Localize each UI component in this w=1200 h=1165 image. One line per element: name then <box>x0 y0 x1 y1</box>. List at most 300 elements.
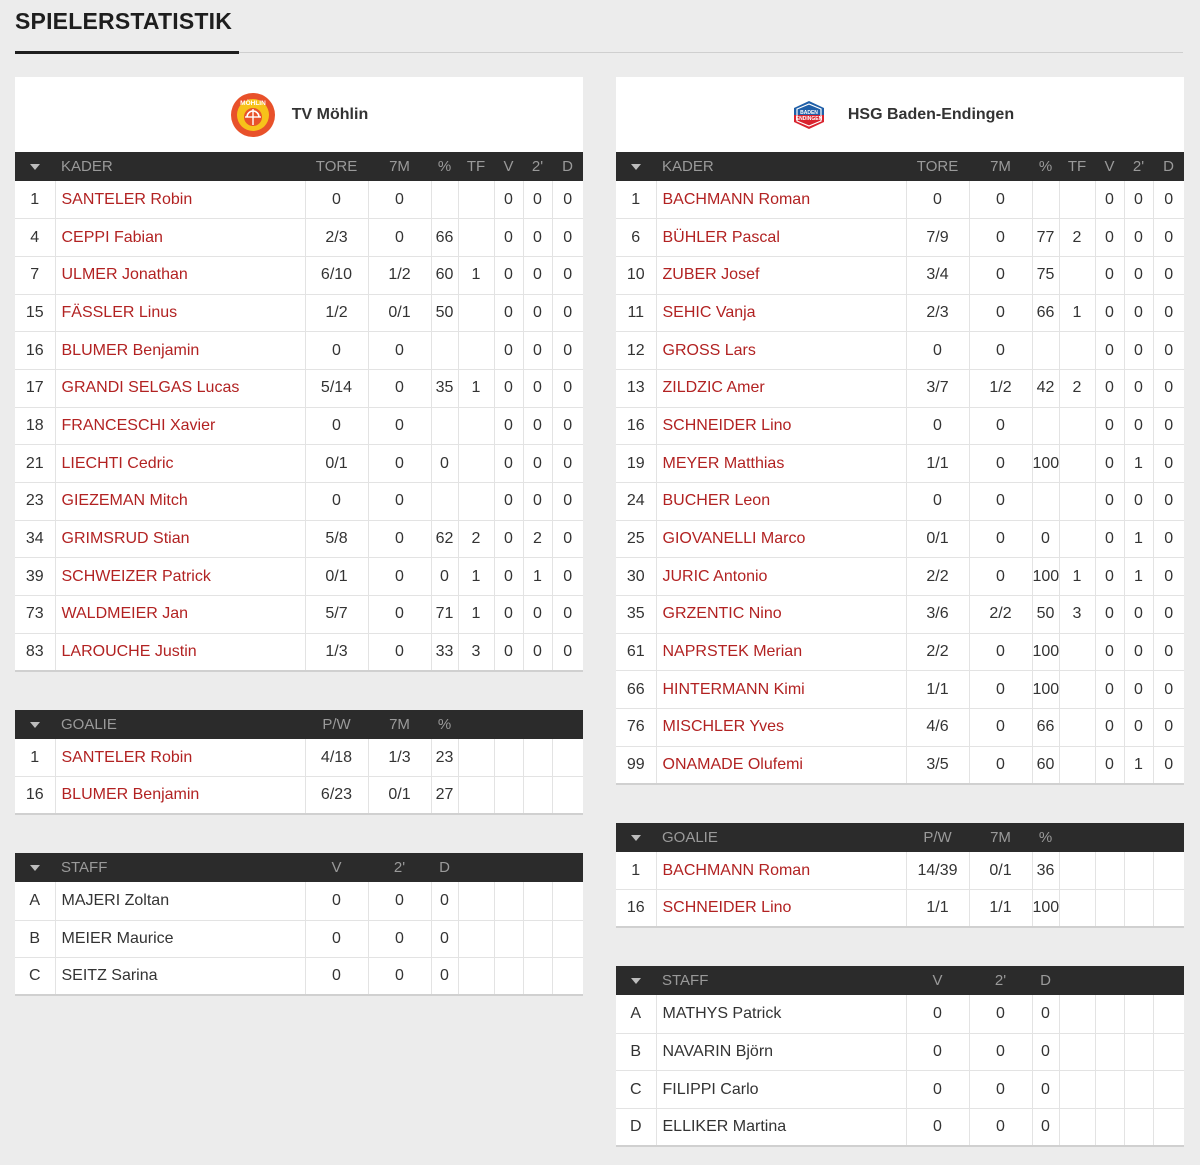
stat-cell: 5/8 <box>305 520 368 558</box>
stat-cell: 0 <box>1153 445 1184 483</box>
player-name-link[interactable]: LIECHTI Cedric <box>55 445 305 483</box>
column-header: 2' <box>994 972 1007 990</box>
staff-role: B <box>616 1033 656 1071</box>
stat-cell: 0 <box>1153 483 1184 521</box>
stat-cell: 4/18 <box>305 739 368 777</box>
stat-cell: 0 <box>552 219 583 257</box>
kader-row <box>616 633 1184 671</box>
collapse-toggle[interactable] <box>616 152 656 181</box>
kader-row <box>15 558 583 596</box>
stat-cell: 0 <box>1095 256 1124 294</box>
stat-cell: 0 <box>523 369 552 407</box>
kader-row <box>616 445 1184 483</box>
stat-cell: 0 <box>969 520 1032 558</box>
player-name-link[interactable]: CEPPI Fabian <box>55 219 305 257</box>
stat-cell: 2/2 <box>906 558 969 596</box>
staff-name: MEIER Maurice <box>55 920 305 958</box>
jersey-number: 12 <box>616 332 656 370</box>
stat-cell: 1 <box>1059 294 1095 332</box>
stat-cell: 0 <box>1153 671 1184 709</box>
player-name-link[interactable]: WALDMEIER Jan <box>55 596 305 634</box>
player-name-link[interactable]: SEHIC Vanja <box>656 294 906 332</box>
stat-cell <box>1124 995 1153 1033</box>
stat-cell <box>1059 671 1095 709</box>
stat-cell: 0 <box>1153 219 1184 257</box>
column-header-empty <box>552 710 583 739</box>
kader-table <box>616 152 1184 785</box>
kader-row <box>616 483 1184 521</box>
stat-cell: 0 <box>494 332 523 370</box>
jersey-number: 23 <box>15 483 55 521</box>
stat-cell: 0 <box>552 596 583 634</box>
stat-cell <box>1153 1071 1184 1109</box>
player-name-link[interactable]: ONAMADE Olufemi <box>656 746 906 784</box>
stat-cell <box>494 920 523 958</box>
collapse-toggle[interactable] <box>616 823 656 852</box>
stat-cell: 0 <box>368 558 431 596</box>
stat-cell: 0 <box>969 256 1032 294</box>
column-header: D <box>562 158 573 175</box>
staff-row <box>15 958 583 996</box>
stat-cell: 0 <box>523 407 552 445</box>
jersey-number: 13 <box>616 369 656 407</box>
stat-cell <box>1059 709 1095 747</box>
player-name-link[interactable]: SANTELER Robin <box>55 181 305 219</box>
column-header-empty <box>552 853 583 882</box>
stat-cell <box>458 407 494 445</box>
kader-row <box>616 746 1184 784</box>
stat-cell: 0 <box>1095 596 1124 634</box>
stat-cell: 66 <box>1032 294 1059 332</box>
jersey-number: 21 <box>15 445 55 483</box>
column-header: V <box>331 859 342 877</box>
stat-cell: 0 <box>1124 407 1153 445</box>
column-header: % <box>437 715 452 733</box>
stat-cell: 0 <box>1095 445 1124 483</box>
column-header: % <box>1038 829 1053 846</box>
stat-cell: 71 <box>431 596 458 634</box>
stat-cell: 1/1 <box>906 445 969 483</box>
player-name-link[interactable]: SCHWEIZER Patrick <box>55 558 305 596</box>
jersey-number: 16 <box>616 890 656 928</box>
stat-cell <box>1059 1033 1095 1071</box>
player-name-link[interactable]: FÄSSLER Linus <box>55 294 305 332</box>
stat-cell: 0 <box>494 483 523 521</box>
jersey-number: 66 <box>616 671 656 709</box>
jersey-number: 15 <box>15 294 55 332</box>
stat-cell <box>1095 852 1124 890</box>
player-name-link[interactable]: BLUMER Benjamin <box>55 777 305 815</box>
caret-down-icon <box>30 865 40 871</box>
stat-cell: 100 <box>1032 445 1059 483</box>
stat-cell: 0/1 <box>906 520 969 558</box>
stat-cell: 0 <box>1095 407 1124 445</box>
kader-row <box>616 709 1184 747</box>
stat-cell: 0 <box>305 958 368 996</box>
stat-cell: 3/5 <box>906 746 969 784</box>
stat-cell: 0 <box>1095 558 1124 596</box>
stat-cell: 4/6 <box>906 709 969 747</box>
stat-cell: 1 <box>1124 445 1153 483</box>
stat-cell: 0 <box>305 181 368 219</box>
player-name-link[interactable]: GROSS Lars <box>656 332 906 370</box>
stat-cell <box>458 294 494 332</box>
stat-cell: 0 <box>494 445 523 483</box>
stat-cell: 0 <box>523 256 552 294</box>
column-header-empty <box>1124 823 1153 852</box>
jersey-number: 19 <box>616 445 656 483</box>
stat-cell <box>1153 1033 1184 1071</box>
stat-cell <box>458 445 494 483</box>
kader-row <box>15 294 583 332</box>
jersey-number: 25 <box>616 520 656 558</box>
team-header <box>15 77 583 152</box>
stat-cell <box>1059 633 1095 671</box>
team-header <box>616 77 1184 152</box>
jersey-number: 34 <box>15 520 55 558</box>
stat-cell: 0 <box>1153 633 1184 671</box>
player-name-link[interactable]: SANTELER Robin <box>55 739 305 777</box>
stat-cell: 0 <box>305 920 368 958</box>
player-name-link[interactable]: GRANDI SELGAS Lucas <box>55 369 305 407</box>
jersey-number: 10 <box>616 256 656 294</box>
jersey-number: 76 <box>616 709 656 747</box>
stat-cell <box>1095 995 1124 1033</box>
staff-name: MATHYS Patrick <box>656 995 906 1033</box>
jersey-number: 83 <box>15 633 55 671</box>
staff-row <box>616 1108 1184 1146</box>
kader-table <box>15 152 583 672</box>
player-name-link[interactable]: ZUBER Josef <box>656 256 906 294</box>
stat-cell <box>458 739 494 777</box>
stat-cell: 0 <box>1124 294 1153 332</box>
stat-cell: 3 <box>1059 596 1095 634</box>
stat-cell <box>552 920 583 958</box>
stat-cell: 36 <box>1032 852 1059 890</box>
kader-row <box>616 219 1184 257</box>
kader-row <box>15 520 583 558</box>
stat-cell <box>1095 890 1124 928</box>
staff-name: MAJERI Zoltan <box>55 882 305 920</box>
stat-cell: 7/9 <box>906 219 969 257</box>
column-header: TORE <box>315 158 358 175</box>
column-header-empty <box>1059 823 1095 852</box>
stat-cell: 0 <box>1095 520 1124 558</box>
kader-row <box>616 671 1184 709</box>
svg-text:ENDINGEN: ENDINGEN <box>795 115 823 122</box>
stat-cell: 0 <box>1032 1108 1059 1146</box>
stat-cell <box>523 882 552 920</box>
column-header-empty <box>1095 966 1124 995</box>
stat-cell: 0 <box>906 1108 969 1146</box>
stat-cell: 1 <box>458 596 494 634</box>
stat-cell: 2/3 <box>305 219 368 257</box>
stat-cell: 1 <box>1124 746 1153 784</box>
stat-cell: 1/2 <box>305 294 368 332</box>
title-underline-accent <box>15 51 239 54</box>
stat-cell <box>458 181 494 219</box>
stat-cell: 0 <box>1124 709 1153 747</box>
stat-cell <box>552 958 583 996</box>
stat-cell <box>552 882 583 920</box>
stat-cell: 0 <box>1124 181 1153 219</box>
staff-role: C <box>616 1071 656 1109</box>
stat-cell <box>458 332 494 370</box>
player-name-link[interactable]: GIOVANELLI Marco <box>656 520 906 558</box>
stat-cell: 0 <box>368 520 431 558</box>
kader-row <box>15 181 583 219</box>
staff-header-row <box>15 853 583 882</box>
staff-name: NAVARIN Björn <box>656 1033 906 1071</box>
column-header: 7M <box>990 158 1011 175</box>
stat-cell: 0 <box>1153 709 1184 747</box>
stat-cell: 1 <box>458 558 494 596</box>
stat-cell <box>431 181 458 219</box>
stat-cell: 14/39 <box>906 852 969 890</box>
page-title: SPIELERSTATISTIK <box>15 8 233 34</box>
column-header-empty <box>458 710 494 739</box>
stat-cell: 0 <box>1124 633 1153 671</box>
stat-cell: 0 <box>523 332 552 370</box>
caret-down-icon <box>30 722 40 728</box>
stat-cell: 100 <box>1032 558 1059 596</box>
stat-cell: 3/7 <box>906 369 969 407</box>
stat-cell <box>1095 1071 1124 1109</box>
kader-row <box>15 219 583 257</box>
player-name-link[interactable]: SCHNEIDER Lino <box>656 890 906 928</box>
goalie-table <box>616 823 1184 928</box>
staff-row <box>616 1071 1184 1109</box>
stat-cell: 0 <box>523 181 552 219</box>
stat-cell: 0 <box>969 294 1032 332</box>
kader-row <box>616 407 1184 445</box>
stat-cell: 0 <box>969 219 1032 257</box>
stat-cell <box>1095 1108 1124 1146</box>
column-header: 7M <box>389 158 410 175</box>
column-header: GOALIE <box>61 715 117 733</box>
kader-row <box>616 294 1184 332</box>
stat-cell: 66 <box>431 219 458 257</box>
column-header-empty <box>1153 823 1184 852</box>
stat-cell: 0 <box>494 520 523 558</box>
stat-cell: 0/1 <box>969 852 1032 890</box>
stat-cell: 66 <box>1032 709 1059 747</box>
stat-cell: 1/2 <box>969 369 1032 407</box>
stat-cell: 0 <box>552 633 583 671</box>
player-name-link[interactable]: ZILDZIC Amer <box>656 369 906 407</box>
stat-cell <box>431 483 458 521</box>
jersey-number: 11 <box>616 294 656 332</box>
stat-cell: 1 <box>458 369 494 407</box>
column-header-empty <box>1059 966 1095 995</box>
stat-cell: 2 <box>1059 369 1095 407</box>
stat-cell: 0 <box>1095 483 1124 521</box>
jersey-number: 24 <box>616 483 656 521</box>
kader-row <box>15 407 583 445</box>
goalie-header-row <box>616 823 1184 852</box>
stat-cell: 75 <box>1032 256 1059 294</box>
stat-cell <box>1059 1108 1095 1146</box>
player-name-link[interactable]: JURIC Antonio <box>656 558 906 596</box>
stat-cell <box>458 219 494 257</box>
stat-cell <box>1059 332 1095 370</box>
jersey-number: 16 <box>15 332 55 370</box>
team-name: TV Möhlin <box>291 105 369 123</box>
goalie-row <box>616 852 1184 890</box>
stat-cell: 0 <box>1153 520 1184 558</box>
stat-cell: 0 <box>552 181 583 219</box>
stat-cell <box>523 739 552 777</box>
stat-cell: 2 <box>1059 219 1095 257</box>
stat-cell: 0 <box>523 294 552 332</box>
stat-cell: 0 <box>969 407 1032 445</box>
stat-cell: 0 <box>368 633 431 671</box>
column-header-empty <box>1095 823 1124 852</box>
collapse-toggle[interactable] <box>15 853 55 882</box>
collapse-toggle[interactable] <box>15 710 55 739</box>
stat-cell <box>1153 995 1184 1033</box>
staff-name: ELLIKER Martina <box>656 1108 906 1146</box>
stat-cell: 0 <box>523 596 552 634</box>
goalie-row <box>616 890 1184 928</box>
stat-cell: 0 <box>969 483 1032 521</box>
column-header: V <box>932 972 943 990</box>
stat-cell <box>1059 483 1095 521</box>
stat-cell: 33 <box>431 633 458 671</box>
stat-cell: 0 <box>1153 369 1184 407</box>
kader-row <box>616 332 1184 370</box>
player-name-link[interactable]: GIEZEMAN Mitch <box>55 483 305 521</box>
player-name-link[interactable]: SCHNEIDER Lino <box>656 407 906 445</box>
column-header: 2' <box>393 859 406 877</box>
jersey-number: 1 <box>15 181 55 219</box>
player-name-link[interactable]: GRIMSRUD Stian <box>55 520 305 558</box>
stat-cell: 2 <box>523 520 552 558</box>
stat-cell: 2/3 <box>906 294 969 332</box>
stat-cell: 0 <box>431 920 458 958</box>
stat-cell: 0 <box>368 483 431 521</box>
stat-cell: 100 <box>1032 671 1059 709</box>
column-header: % <box>1038 158 1053 175</box>
stat-cell: 27 <box>431 777 458 815</box>
stat-cell: 0 <box>969 633 1032 671</box>
player-name-link[interactable]: MEYER Matthias <box>656 445 906 483</box>
stat-cell: 0 <box>1124 332 1153 370</box>
stat-cell <box>494 882 523 920</box>
player-name-link[interactable]: BÜHLER Pascal <box>656 219 906 257</box>
jersey-number: 16 <box>616 407 656 445</box>
stat-cell: 0 <box>969 1108 1032 1146</box>
stat-cell: 50 <box>1032 596 1059 634</box>
column-header: GOALIE <box>662 829 718 846</box>
stat-cell: 0 <box>1095 671 1124 709</box>
stat-cell: 0 <box>494 369 523 407</box>
stat-cell: 0 <box>1095 746 1124 784</box>
staff-row <box>616 1033 1184 1071</box>
player-name-link[interactable]: MISCHLER Yves <box>656 709 906 747</box>
stat-cell: 0 <box>1095 332 1124 370</box>
stat-cell: 0 <box>1032 520 1059 558</box>
player-name-link[interactable]: BUCHER Leon <box>656 483 906 521</box>
stat-cell: 0 <box>368 445 431 483</box>
stat-cell: 0 <box>969 445 1032 483</box>
stat-cell: 0/1 <box>368 777 431 815</box>
stat-cell: 23 <box>431 739 458 777</box>
goalie-table <box>15 710 583 815</box>
player-name-link[interactable]: NAPRSTEK Merian <box>656 633 906 671</box>
stat-cell: 0 <box>523 483 552 521</box>
stat-cell: 0 <box>305 882 368 920</box>
kader-row <box>616 256 1184 294</box>
stat-cell <box>1124 1108 1153 1146</box>
player-name-link[interactable]: ULMER Jonathan <box>55 256 305 294</box>
stat-cell: 0 <box>552 332 583 370</box>
stat-cell <box>523 958 552 996</box>
collapse-toggle[interactable] <box>616 966 656 995</box>
stat-cell: 62 <box>431 520 458 558</box>
player-name-link[interactable]: BLUMER Benjamin <box>55 332 305 370</box>
caret-down-icon <box>30 164 40 170</box>
jersey-number: 6 <box>616 219 656 257</box>
column-header: V <box>1104 158 1115 175</box>
stat-cell: 0 <box>969 671 1032 709</box>
stat-cell: 6/10 <box>305 256 368 294</box>
stat-cell: 0 <box>431 882 458 920</box>
stat-cell: 0/1 <box>368 294 431 332</box>
staff-table <box>15 853 583 996</box>
caret-down-icon <box>631 835 641 841</box>
svg-text:MÖHLIN: MÖHLIN <box>239 99 266 107</box>
player-name-link[interactable]: LAROUCHE Justin <box>55 633 305 671</box>
player-name-link[interactable]: FRANCESCHI Xavier <box>55 407 305 445</box>
stat-cell: 0 <box>969 746 1032 784</box>
player-name-link[interactable]: GRZENTIC Nino <box>656 596 906 634</box>
column-header-empty <box>523 710 552 739</box>
stat-cell: 35 <box>431 369 458 407</box>
stat-cell: 3/4 <box>906 256 969 294</box>
kader-row <box>15 369 583 407</box>
collapse-toggle[interactable] <box>15 152 55 181</box>
player-name-link[interactable]: BACHMANN Roman <box>656 181 906 219</box>
stat-cell <box>1032 407 1059 445</box>
team-name: HSG Baden-Endingen <box>847 105 1015 123</box>
player-name-link[interactable]: BACHMANN Roman <box>656 852 906 890</box>
kader-row <box>15 256 583 294</box>
stat-cell: 0 <box>1153 558 1184 596</box>
stat-cell <box>494 958 523 996</box>
stat-cell: 0 <box>969 558 1032 596</box>
stat-cell <box>523 920 552 958</box>
jersey-number: 99 <box>616 746 656 784</box>
stat-cell: 0 <box>494 181 523 219</box>
stat-cell: 60 <box>1032 746 1059 784</box>
stat-cell: 0 <box>552 520 583 558</box>
staff-role: D <box>616 1108 656 1146</box>
jersey-number: 4 <box>15 219 55 257</box>
stat-cell: 0 <box>1153 181 1184 219</box>
staff-row <box>15 882 583 920</box>
stat-cell: 2 <box>458 520 494 558</box>
kader-row <box>15 596 583 634</box>
stat-cell: 0 <box>552 407 583 445</box>
stat-cell: 0 <box>368 332 431 370</box>
player-name-link[interactable]: HINTERMANN Kimi <box>656 671 906 709</box>
stat-cell: 0 <box>368 596 431 634</box>
column-header-empty <box>1124 966 1153 995</box>
column-header-empty <box>494 710 523 739</box>
kader-header-row <box>15 152 583 181</box>
stat-cell <box>458 958 494 996</box>
